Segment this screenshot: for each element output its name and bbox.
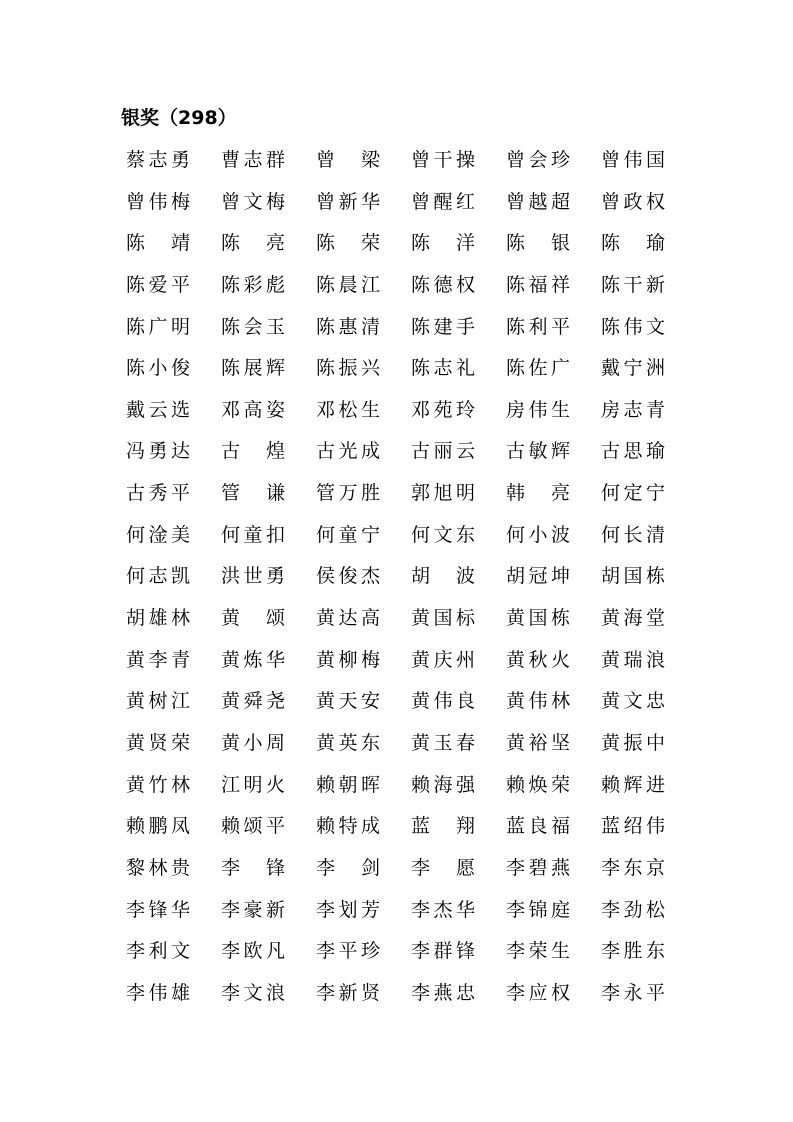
awardee-name: 韩 亮	[506, 482, 570, 505]
awardee-name: 陈 洋	[411, 232, 475, 255]
awardee-name: 管 谦	[221, 482, 285, 505]
awardee-name: 陈德权	[411, 273, 475, 296]
awardee-name: 古秀平	[126, 482, 190, 505]
awardee-name: 陈志礼	[411, 357, 475, 380]
awardee-name: 李 剑	[316, 856, 380, 879]
awardee-name: 赖特成	[316, 815, 380, 838]
awardee-name: 黄炼华	[221, 648, 285, 671]
awardee-name: 李豪新	[221, 898, 285, 921]
awardee-name: 李永平	[601, 981, 665, 1004]
awardee-name: 陈建手	[411, 315, 475, 338]
awardee-name: 何长清	[601, 523, 665, 546]
awardee-name: 李文浪	[221, 981, 285, 1004]
awardee-name: 戴云选	[126, 398, 190, 421]
awardee-name: 蓝良福	[506, 815, 570, 838]
awardee-name: 房伟生	[506, 398, 570, 421]
awardee-name: 陈伟文	[601, 315, 665, 338]
awardee-name: 黄文忠	[601, 690, 665, 713]
awardee-name: 赖颂平	[221, 815, 285, 838]
awardee-name: 李伟雄	[126, 981, 190, 1004]
awardee-name: 胡 波	[411, 565, 475, 588]
awardee-name: 江明火	[221, 773, 285, 796]
awardee-name: 陈 靖	[126, 232, 190, 255]
awardee-name: 李划芳	[316, 898, 380, 921]
awardee-name: 李新贤	[316, 981, 380, 1004]
awardee-name: 黄贤荣	[126, 731, 190, 754]
awardee-name: 黄秋火	[506, 648, 570, 671]
awardee-name: 陈干新	[601, 273, 665, 296]
awardee-name: 黄舜尧	[221, 690, 285, 713]
awardee-name: 黄树江	[126, 690, 190, 713]
awardee-name: 黄 颂	[221, 607, 285, 630]
awardee-name: 陈广明	[126, 315, 190, 338]
awardee-name: 房志青	[601, 398, 665, 421]
awardee-name: 曾干操	[411, 149, 475, 171]
awardee-name: 洪世勇	[221, 565, 285, 588]
awardee-name: 黄裕坚	[506, 731, 570, 754]
awardee-name: 黄天安	[316, 690, 380, 713]
awardee-name: 陈晨江	[316, 273, 380, 296]
awardee-name: 黄玉春	[411, 731, 475, 754]
awardee-name: 古丽云	[411, 440, 475, 463]
awardee-name: 曾伟国	[601, 149, 665, 171]
awardee-name: 黄柳梅	[316, 648, 380, 671]
awardee-name: 何童扣	[221, 523, 285, 546]
awardee-name: 黄伟林	[506, 690, 570, 713]
awardee-name: 邓苑玲	[411, 398, 475, 421]
awardee-name: 曾新华	[316, 190, 380, 213]
awardee-name: 陈惠清	[316, 315, 380, 338]
awardee-name: 李燕忠	[411, 981, 475, 1004]
awardee-name: 陈展辉	[221, 357, 285, 380]
awardee-name: 李应权	[506, 981, 570, 1004]
awardee-name: 何小波	[506, 523, 570, 546]
awardee-name: 古思瑜	[601, 440, 665, 463]
awardee-name: 侯俊杰	[316, 565, 380, 588]
awardee-name: 李东京	[601, 856, 665, 879]
awardee-name: 蔡志勇	[126, 149, 190, 171]
awardee-name: 李胜东	[601, 940, 665, 963]
awardee-name: 李 锋	[221, 856, 285, 879]
awardee-name: 何志凯	[126, 565, 190, 588]
awardee-name: 邓高姿	[221, 398, 285, 421]
awardee-name: 曾政权	[601, 190, 665, 213]
awardee-name: 赖焕荣	[506, 773, 570, 796]
awardee-name: 黄瑞浪	[601, 648, 665, 671]
awardee-name: 黄达高	[316, 607, 380, 630]
awardee-name: 陈彩彪	[221, 273, 285, 296]
awardee-name: 古 煌	[221, 440, 285, 463]
awardee-name: 李荣生	[506, 940, 570, 963]
awardee-name: 曾伟梅	[126, 190, 190, 213]
awardee-name: 黄小周	[221, 731, 285, 754]
awardee-name: 曾越超	[506, 190, 570, 213]
awardee-name: 胡冠坤	[506, 565, 570, 588]
awardee-name: 戴宁洲	[601, 357, 665, 380]
awardee-name: 曾文梅	[221, 190, 285, 213]
awardee-name: 赖辉进	[601, 773, 665, 796]
awardee-name: 何文东	[411, 523, 475, 546]
awardee-name: 曹志群	[221, 149, 285, 171]
awardee-name: 胡雄林	[126, 607, 190, 630]
awardee-name: 赖海强	[411, 773, 475, 796]
awardee-name: 黄国标	[411, 607, 475, 630]
awardee-name: 郭旭明	[411, 482, 475, 505]
awardee-name: 黄李青	[126, 648, 190, 671]
awardee-name: 李锦庭	[506, 898, 570, 921]
awardee-name: 黄庆州	[411, 648, 475, 671]
awardee-name: 陈振兴	[316, 357, 380, 380]
awardee-name: 曾 梁	[316, 149, 380, 171]
awardee-name: 黎林贵	[126, 856, 190, 879]
awardee-name: 邓松生	[316, 398, 380, 421]
awardee-name: 何淦美	[126, 523, 190, 546]
awardee-name: 陈佐广	[506, 357, 570, 380]
awardee-name: 曾醒红	[411, 190, 475, 213]
awardee-name: 陈利平	[506, 315, 570, 338]
awardee-name: 何定宁	[601, 482, 665, 505]
awardee-name: 李群锋	[411, 940, 475, 963]
awardee-name: 陈 瑜	[601, 232, 665, 255]
awardee-name: 陈爱平	[126, 273, 190, 296]
awardee-name: 蓝绍伟	[601, 815, 665, 838]
awardee-name: 黄振中	[601, 731, 665, 754]
awardee-name: 黄伟良	[411, 690, 475, 713]
awardee-name: 黄英东	[316, 731, 380, 754]
awardee-name: 李平珍	[316, 940, 380, 963]
awardee-name: 李 愿	[411, 856, 475, 879]
awardee-name: 蓝 翔	[411, 815, 475, 838]
awardee-name: 赖鹏凤	[126, 815, 190, 838]
award-name-list	[126, 140, 686, 1014]
awardee-name: 陈 银	[506, 232, 570, 255]
awardee-name: 李欧凡	[221, 940, 285, 963]
awardee-name: 陈 亮	[221, 232, 285, 255]
awardee-name: 李锋华	[126, 898, 190, 921]
awardee-name: 胡国栋	[601, 565, 665, 588]
awardee-name: 李利文	[126, 940, 190, 963]
awardee-name: 李碧燕	[506, 856, 570, 879]
awardee-name: 黄海堂	[601, 607, 665, 630]
awardee-name: 黄竹林	[126, 773, 190, 796]
awardee-name: 曾会珍	[506, 149, 570, 171]
awardee-name: 李劲松	[601, 898, 665, 921]
section-heading: 银奖（298）	[121, 107, 237, 129]
awardee-name: 陈福祥	[506, 273, 570, 296]
awardee-name: 古敏辉	[506, 440, 570, 463]
awardee-name: 管万胜	[316, 482, 380, 505]
awardee-name: 古光成	[316, 440, 380, 463]
awardee-name: 李杰华	[411, 898, 475, 921]
awardee-name: 黄国栋	[506, 607, 570, 630]
awardee-name: 陈会玉	[221, 315, 285, 338]
awardee-name: 赖朝晖	[316, 773, 380, 796]
awardee-name: 陈 荣	[316, 232, 380, 255]
awardee-name: 冯勇达	[126, 440, 190, 463]
awardee-name: 陈小俊	[126, 357, 190, 380]
awardee-name: 何童宁	[316, 523, 380, 546]
